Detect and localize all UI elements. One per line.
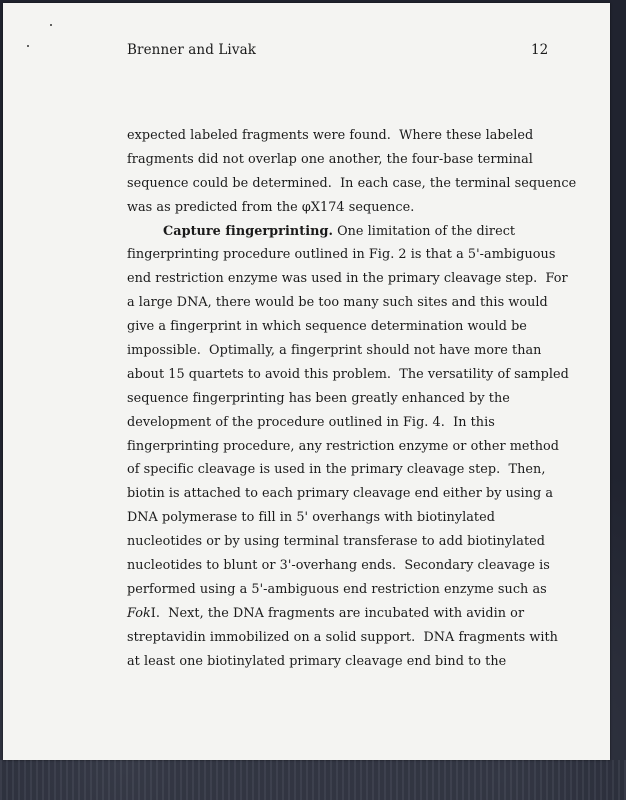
text-line — [127, 291, 548, 315]
line-text: fingerprinting procedure, any restriction enzyme or other method — [127, 438, 560, 454]
line-text: of specific cleavage is used in the primary cleavage step. Then, — [127, 462, 546, 478]
text-line — [127, 506, 507, 530]
line-text: streptavidin immobilized on a solid support. DNA fragments with — [127, 629, 558, 645]
line-text: fragments did not overlap one another, the four-base terminal — [127, 151, 533, 167]
body-paragraphs — [127, 124, 577, 673]
page-speck — [50, 24, 52, 26]
text-line — [127, 578, 547, 602]
text-line — [127, 602, 525, 626]
text-line — [127, 148, 533, 172]
text-line — [127, 243, 556, 267]
text-line — [127, 172, 577, 196]
text-line — [127, 196, 507, 220]
document-page — [3, 3, 610, 760]
text-line — [127, 387, 510, 411]
line-text: about 15 quartets to avoid this problem. The versatility of sampled — [127, 366, 569, 382]
italic-term: Fok — [127, 605, 151, 621]
line-text: I. Next, the DNA fragments are incubated with avidin or — [150, 605, 525, 621]
text-line — [127, 411, 507, 435]
line-text: biotin is attached to each primary cleavage end either by using a — [127, 486, 554, 502]
text-line — [127, 458, 546, 482]
text-line — [127, 530, 546, 554]
text-line — [127, 363, 569, 387]
text-line — [127, 315, 527, 339]
line-text: give a fingerprint in which sequence determination would be — [127, 319, 527, 335]
line-text: sequence could be determined. In each case, the terminal sequence — [127, 175, 577, 191]
line-text: a large DNA, there would be too many such sites and this would — [127, 295, 548, 311]
line-text: fingerprinting procedure outlined in Fig. 2 is that a 5'-ambiguous — [127, 247, 556, 263]
line-text: sequence fingerprinting has been greatly enhanced by the — [127, 390, 510, 406]
text-line — [127, 554, 550, 578]
line-text: nucleotides or by using terminal transferase to add biotinylated — [127, 534, 546, 550]
page-number: 12 — [531, 42, 549, 58]
line-text: was as predicted from the φX174 sequence. — [127, 199, 415, 215]
line-text: One limitation of the direct — [332, 223, 516, 239]
text-line — [127, 220, 516, 244]
section-heading-inline: Capture fingerprinting. — [163, 223, 333, 239]
line-text: expected labeled fragments were found. Where these labeled — [127, 128, 534, 143]
text-line — [127, 267, 568, 291]
text-line — [127, 435, 560, 459]
text-line — [127, 626, 558, 650]
running-header-authors: Brenner and Livak — [127, 42, 257, 58]
text-line — [127, 482, 554, 506]
text-line — [127, 124, 534, 148]
scanner-bed-edge — [0, 760, 626, 800]
line-text: performed using a 5'-ambiguous end restriction enzyme such as — [127, 581, 547, 597]
line-text: impossible. Optimally, a fingerprint should not have more than — [127, 343, 542, 359]
line-text: development of the procedure outlined in Fig. 4. In this — [127, 414, 495, 430]
line-text: nucleotides to blunt or 3'-overhang ends. Secondary cleavage is — [127, 558, 550, 574]
page-speck — [27, 45, 29, 47]
text-line — [127, 650, 507, 674]
line-text: at least one biotinylated primary cleavage end bind to the — [127, 653, 507, 669]
line-text: DNA polymerase to fill in 5' overhangs with biotinylated — [127, 510, 495, 526]
line-text: end restriction enzyme was used in the primary cleavage step. For — [127, 271, 568, 287]
text-line — [127, 339, 542, 363]
